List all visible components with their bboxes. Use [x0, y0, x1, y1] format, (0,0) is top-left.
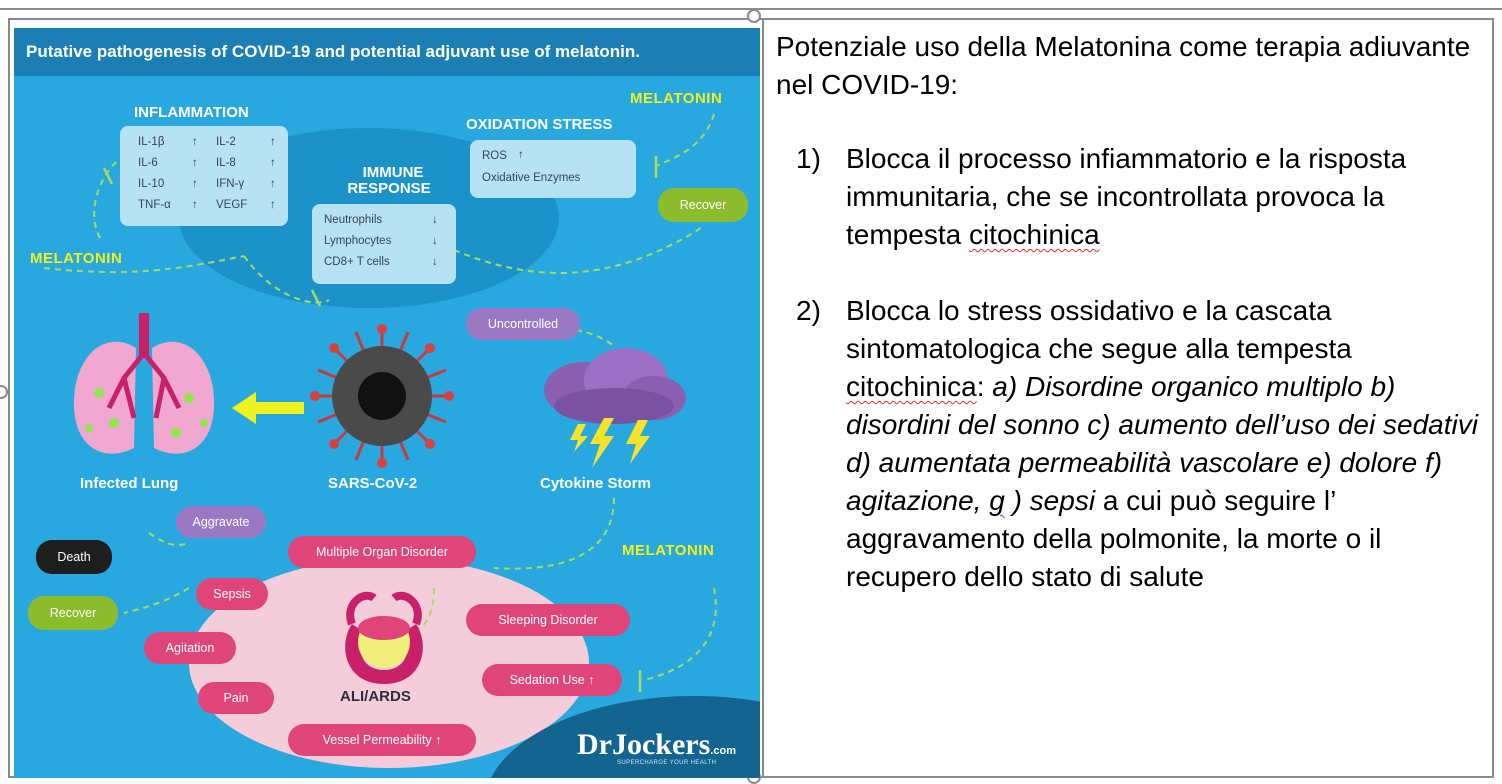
infographic-title: Putative pathogenesis of COVID-19 and potential adjuvant use of melatonin. [14, 28, 760, 76]
up-arrow-icon: ↑ [270, 178, 276, 190]
list-number-2: 2) [796, 295, 821, 326]
lymphocytes-item: Lymphocytes [324, 235, 392, 247]
connector-recover-top [454, 226, 704, 273]
oxidative-enzymes-item: Oxidative Enzymes [482, 172, 581, 184]
connector-melatonin-bottom [644, 588, 716, 680]
up-arrow-icon: ↑ [192, 157, 198, 169]
pain-pill: Pain [198, 682, 274, 714]
item2-colon: : [976, 371, 993, 402]
up-arrow-icon: ↑ [192, 199, 198, 211]
brand-suffix: .com [710, 745, 736, 757]
infected-lung-label: Infected Lung [80, 475, 179, 492]
up-arrow-icon: ↑ [270, 157, 276, 169]
inflammation-panel [120, 126, 288, 226]
ali-ards-label: ALI/ARDS [340, 688, 411, 705]
ros-item: ROS [482, 150, 507, 162]
sedation-use-label: Sedation Use [509, 673, 585, 687]
cytokine-storm-icon [534, 340, 694, 470]
item2-italic-list: a) Disordine organico multiplo b) disordini del sonno c) aumento dell’uso dei sedativi d) aumentata permeabilità vascolare e) dolore f) agitazione, [846, 371, 1478, 516]
oxidation-panel [470, 140, 636, 198]
list-item-2-body[interactable] [846, 292, 1496, 596]
drjockers-logo [577, 728, 736, 762]
spellcheck-word[interactable]: citochinica [846, 371, 977, 402]
infected-lung-icon [64, 308, 224, 468]
list-number-1: 1) [796, 143, 821, 174]
immune-heading-line2: RESPONSE [347, 180, 431, 197]
up-arrow-icon: ↑ [431, 733, 442, 747]
up-arrow-icon: ↑ [270, 136, 276, 148]
cytokine-il8: IL-8 [216, 157, 236, 169]
up-arrow-icon: ↑ [270, 199, 276, 211]
grammar-flag-word[interactable]: g [989, 485, 1005, 516]
sepsis-pill: Sepsis [196, 578, 268, 610]
arrow-left-icon [232, 390, 306, 426]
immune-heading-line1: IMMUNE [362, 164, 424, 181]
list-item-1-body[interactable] [846, 140, 1496, 254]
uncontrolled-pill: Uncontrolled [466, 308, 580, 340]
resize-handle-top[interactable] [747, 9, 761, 23]
cytokine-vegf: VEGF [216, 199, 248, 211]
item2-conclusion: a cui può seguire l’ aggravamento della polmonite, la morte o il recupero dello stato di salute [846, 485, 1382, 592]
immune-panel [312, 204, 456, 284]
vessel-permeability-label: Vessel Permeability [322, 733, 432, 747]
death-pill: Death [36, 540, 112, 574]
agitation-pill: Agitation [144, 632, 236, 664]
recover-pill-bottom: Recover [28, 596, 118, 630]
ali-ards-icon [334, 584, 434, 688]
cytokine-ifng: IFN-γ [216, 178, 245, 190]
melatonin-label-left: MELATONIN [30, 250, 123, 267]
sars-cov-2-label: SARS-CoV-2 [328, 475, 418, 492]
connector-recover-bottom [124, 588, 189, 613]
connector-melatonin-inflammation [94, 158, 122, 238]
brand-tagline: SUPERCHARGE YOUR HEALTH [617, 760, 717, 766]
connector-melatonin-oxidation [656, 114, 714, 166]
sedation-use-pill [482, 664, 622, 696]
item2-text: Blocca lo stress ossidativo e la cascata sintomatologica che segue alla tempesta [846, 295, 1352, 364]
up-arrow-icon: ↑ [192, 136, 198, 148]
aggravate-pill: Aggravate [176, 506, 266, 538]
item2-italic-sepsi: ) sepsi [1004, 485, 1096, 516]
up-arrow-icon: ↑ [192, 178, 198, 190]
cd8-tcells-item: CD8+ T cells [324, 256, 390, 268]
inflammation-heading: INFLAMMATION [134, 104, 249, 121]
brand-name: DrJockers [577, 728, 711, 761]
cytokine-il6: IL-6 [138, 157, 158, 169]
item1-text: Blocca il processo infiammatorio e la risposta immunitaria, che se incontrollata provoca la tempesta [846, 143, 1407, 250]
up-arrow-icon: ↑ [584, 673, 595, 687]
down-arrow-icon: ↓ [432, 214, 438, 226]
down-arrow-icon: ↓ [432, 235, 438, 247]
recover-pill-top: Recover [658, 188, 748, 222]
spellcheck-word[interactable]: citochinica [968, 219, 1100, 250]
cytokine-storm-label: Cytokine Storm [540, 475, 651, 492]
sars-cov-2-virus-icon [310, 324, 454, 468]
cytokine-il1b: IL-1β [138, 136, 165, 148]
down-arrow-icon: ↓ [432, 256, 438, 268]
neutrophils-item: Neutrophils [324, 214, 383, 226]
melatonin-infographic[interactable] [14, 28, 760, 778]
up-arrow-icon: ↑ [518, 149, 524, 161]
cytokine-il10: IL-10 [138, 178, 165, 190]
oxidation-heading: OXIDATION STRESS [466, 116, 613, 133]
melatonin-label-top: MELATONIN [630, 90, 723, 107]
sleeping-disorder-pill: Sleeping Disorder [466, 604, 630, 636]
melatonin-label-bottom: MELATONIN [622, 542, 715, 559]
resize-handle-left[interactable] [0, 385, 8, 399]
intro-paragraph[interactable]: Potenziale uso della Melatonina come terapia adiuvante nel COVID-19: [776, 31, 1471, 100]
column-divider[interactable] [762, 18, 764, 778]
multiple-organ-disorder-pill: Multiple Organ Disorder [288, 536, 476, 568]
connector-storm-organ [494, 498, 614, 569]
vessel-permeability-pill [288, 724, 476, 756]
cytokine-il2: IL-2 [216, 136, 236, 148]
cytokine-tnfa: TNF-α [138, 199, 171, 211]
